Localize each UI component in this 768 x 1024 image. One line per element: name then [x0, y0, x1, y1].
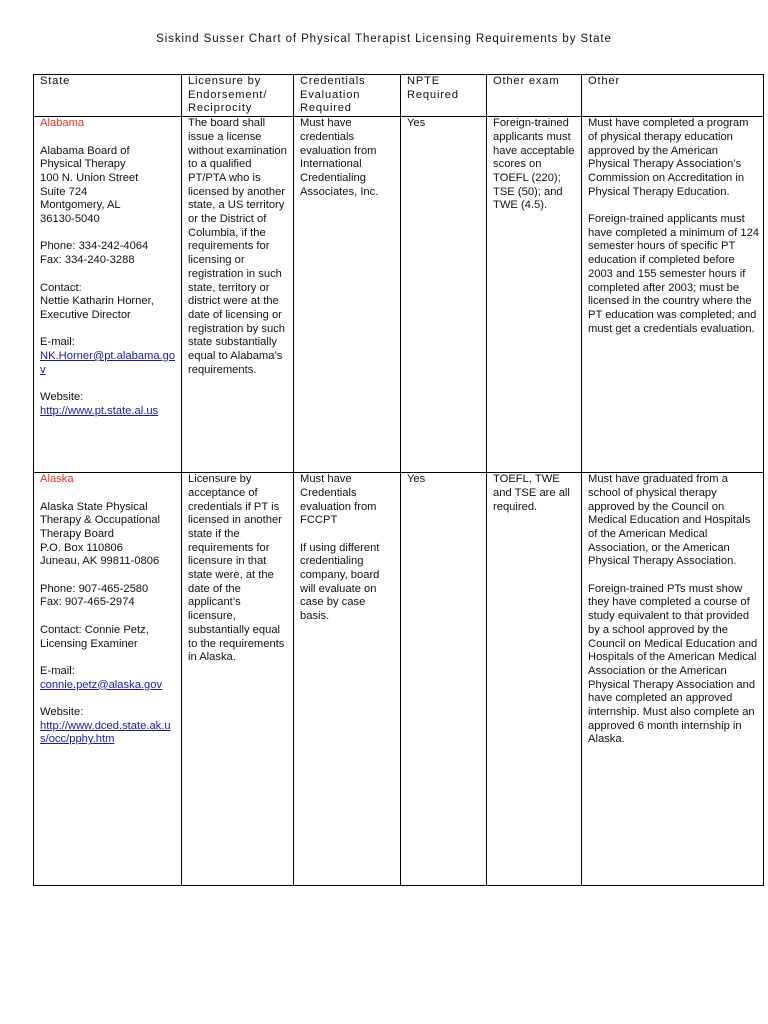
header-licensure: Licensure by Endorsement/ Reciprocity	[182, 75, 294, 117]
npte-cell: Yes	[401, 473, 487, 886]
credentials-paragraph: If using different credentialing company, board will evaluate on case by case basis.	[300, 541, 380, 623]
state-name-alaska: Alaska	[40, 473, 74, 486]
state-name-alabama: Alabama	[40, 117, 85, 130]
header-npte: NPTE Required	[401, 75, 487, 117]
table-row-alabama	[34, 117, 764, 473]
other-cell	[582, 473, 764, 886]
state-cell	[34, 117, 182, 473]
header-other: Other	[582, 75, 764, 117]
other-paragraph: Must have completed a program of physical therapy education approved by the American Physical Therapy Association’s Commission on Accreditation in Physical Therapy Education.	[588, 117, 749, 198]
board-line: Montgomery, AL	[40, 199, 121, 212]
other-exam-cell: Foreign-trained applicants must have acceptable scores on TOEFL (220); TSE (50); and TWE (4.5).	[487, 117, 582, 473]
header-other-exam: Other exam	[487, 75, 582, 117]
fax: Fax: 334-240-3288	[40, 254, 135, 267]
state-cell	[34, 473, 182, 886]
email-label: E-mail:	[40, 336, 75, 349]
credentials-paragraph: Must have Credentials evaluation from FCCPT	[300, 473, 377, 527]
website-link[interactable]: http://www.dced.state.ak.us/occ/pphy.htm	[40, 719, 171, 746]
fax: Fax: 907-465-2974	[40, 596, 135, 609]
board-line: 100 N. Union Street	[40, 171, 139, 184]
board-line: Suite 724	[40, 185, 88, 198]
email-link[interactable]: NK.Horner@pt.alabama.gov	[40, 350, 176, 376]
table-row-alaska	[34, 473, 764, 886]
licensure-cell: Licensure by acceptance of credentials if PT is licensed in another state if the requirements for licensure in that state were, at the date of the applicant’s licensure, substantially equal to the requirements in Alaska.	[182, 473, 294, 886]
header-row	[34, 75, 764, 117]
contact-label: Contact:	[40, 281, 82, 294]
contact-name: Nettie Katharin Horner, Executive Director	[40, 295, 154, 321]
email-label: E-mail:	[40, 664, 75, 677]
board-line: Physical Therapy	[40, 158, 126, 171]
credentials-cell: Must have credentials evaluation from International Credentialing Associates, Inc.	[294, 117, 401, 473]
website-label: Website:	[40, 705, 84, 718]
npte-cell: Yes	[401, 117, 487, 473]
board-line: Juneau, AK 99811-0806	[40, 555, 160, 568]
header-state: State	[34, 75, 182, 117]
credentials-cell	[294, 473, 401, 886]
page-title: Siskind Susser Chart of Physical Therapist Licensing Requirements by State	[156, 33, 612, 45]
board-line: Alabama Board of	[40, 144, 130, 157]
email-link[interactable]: connie.petz@alaska.gov	[40, 678, 163, 691]
other-exam-cell: TOEFL, TWE and TSE are all required.	[487, 473, 582, 886]
licensure-cell: The board shall issue a license without examination to a qualified PT/PTA who is licensed by another state, a US territory or the District of Columbia, if the requirements for licensing or registration in such state, territory or district were at the date of licensing or registration by such state substantially equal to Alabama’s requirements.	[182, 117, 294, 473]
board-line: Alaska State Physical Therapy & Occupational Therapy Board	[40, 500, 161, 540]
other-paragraph: Must have graduated from a school of physical therapy approved by the Council on Medical Education and Hospitals of the American Medical Association, or the American Physical Therapy Association.	[588, 473, 751, 568]
board-line: 36130-5040	[40, 213, 100, 226]
phone: Phone: 907-465-2580	[40, 582, 149, 595]
phone: Phone: 334-242-4064	[40, 240, 149, 253]
other-paragraph: Foreign-trained PTs must show they have completed a course of study equivalent to that provided by a school approved by the Council on Medical Education and Hospitals of the American Medical Association or the American Physical Therapy Association and have completed an approved internship. Must also complete an approved 6 month internship in Alaska.	[588, 582, 758, 746]
licensing-table	[33, 74, 764, 886]
other-cell	[582, 117, 764, 473]
website-link[interactable]: http://www.pt.state.al.us	[40, 404, 159, 417]
other-paragraph: Foreign-trained applicants must have completed a minimum of 124 semester hours of specific PT education if completed before 2003 and 155 semester hours if completed after 2003; must be licensed in the country where the PT education was completed; and must get a credentials evaluation.	[588, 213, 760, 335]
board-line: P.O. Box 110806	[40, 541, 123, 554]
header-credentials: Credentials Evaluation Required	[294, 75, 401, 117]
website-label: Website:	[40, 391, 84, 404]
contact-name: Contact: Connie Petz, Licensing Examiner	[40, 623, 149, 650]
